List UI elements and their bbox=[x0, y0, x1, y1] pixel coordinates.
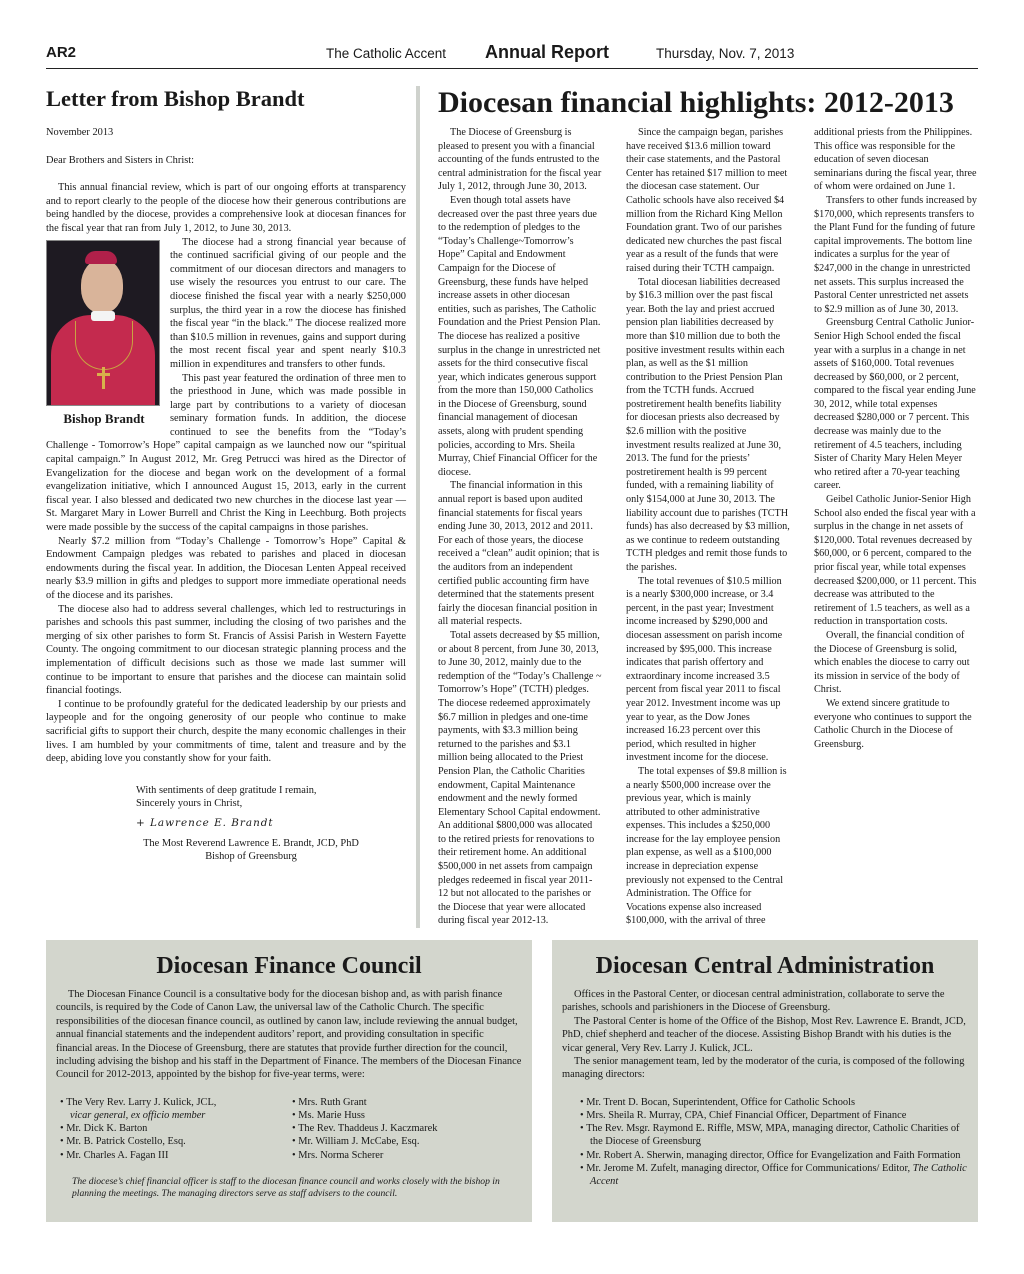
publication-name: The Catholic Accent bbox=[326, 46, 447, 61]
letter-paragraph: Nearly $7.2 million from “Today’s Challenge - Tomorrow’s Hope” Capital & Endowment Campaign pledges was rebated to parishes and placed in diocesan endowments during the fiscal year. In addition, the Diocesan Lenten Appeal received nearly $3.9 million in gifts and pledges to support more immediate operational needs of the diocese and its parishes. bbox=[46, 535, 406, 601]
council-member: • Mrs. Norma Scherer bbox=[292, 1149, 437, 1162]
financial-paragraph: Greensburg Central Catholic Junior-Senior High School ended the fiscal year with a surplus in a change in net assets of $160,000. Total revenues decreased by $60,000, or 2 percent, compared to the fiscal year ending June 30, 2012, while total expenses decreased $280,000 or 7 percent. This decrease was mainly due to the retirement of 4.5 teachers, including Sister of Charity Mary Helen Meyer who retired after a 70-year teaching career. bbox=[814, 317, 976, 492]
letter-salutation: Dear Brothers and Sisters in Christ: bbox=[46, 154, 195, 166]
financial-columns bbox=[438, 126, 978, 932]
signature: + Lawrence E. Brandt bbox=[136, 816, 274, 829]
photo-caption: Bishop Brandt bbox=[63, 410, 145, 426]
letter-date: November 2013 bbox=[46, 127, 114, 138]
finance-council-title: Diocesan Finance Council bbox=[156, 953, 422, 979]
financial-paragraph: Overall, the financial condition of the Diocese of Greensburg is solid, which enables the diocese to carry out its mission in service of the body of Christ. bbox=[814, 629, 970, 696]
financial-paragraph: Transfers to other funds increased by $170,000, which represents transfers to the Plant Fund for the funding of future capital improvements. The bottom line indicates a surplus for the year of $247,000 in the change in unrestricted net assets. This surplus increased the Pastoral Center unrestricted net assets to $2.9 million as of June 30, 2013. bbox=[814, 194, 977, 315]
council-member-role: vicar general, bbox=[70, 1110, 129, 1122]
publication-name-italic: The Catholic Accent bbox=[590, 1162, 967, 1188]
director-item: • The Rev. Msgr. Raymond E. Riffle, MSW, MPA, managing director, Catholic Charities of the Diocese of Greensburg bbox=[580, 1122, 968, 1148]
letter-paragraph: This annual financial review, which is part of our ongoing efforts at transparency and to report clearly to the people of the diocese how their generous contributions are being handled by the diocese, provides a comprehensive look at diocesan finances for the fiscal year that ran from July 1, 2012, to June 30, 2013. bbox=[46, 182, 406, 234]
council-member: • Mr. Dick K. Barton bbox=[60, 1122, 292, 1135]
central-admin-box bbox=[552, 940, 978, 1222]
signer-name: The Most Reverend Lawrence E. Brandt, JCD, PhD bbox=[143, 837, 359, 849]
letter-paragraph: The diocese had a strong financial year because of the continued sacrificial giving of our people and the commitment of our diocesan directors and managers to use wisely the resources you entrust to our care. The diocese finished the fiscal year with a nearly $250,000 surplus, the third year in a row the diocese has finished the fiscal year “in the black.” The diocese realized more than $10.5 million in revenues, gains and support during the most recent fiscal year and spent nearly $10.3 million in expenditures and transfers to other funds. bbox=[170, 236, 406, 370]
financial-paragraph: The financial information in this annual report is based upon audited financial statements for fiscal years ending June 30, 2013, 2012 and 2011. For each of those years, the diocese received a “clean” audit opinion; that is the auditors from an independent certified public accounting firm have determined that the statements present fairly the diocesan financial position in all material respects. bbox=[438, 480, 600, 628]
director-item: • Mr. Trent D. Bocan, Superintendent, Office for Catholic Schools bbox=[580, 1096, 968, 1109]
central-admin-paragraph: Offices in the Pastoral Center, or diocesan central administration, collaborate to serve the parishes, schools and parishioners in the Diocese of Greensburg. bbox=[562, 989, 945, 1014]
column-divider bbox=[416, 86, 420, 928]
letter-paragraph: I continue to be profoundly grateful for the dedicated leadership by our priests and laypeople and for the ongoing generosity of our people who continue to make sacrificial gifts to support their church, despite the many economic challenges in their lives. I am humbled by your commitments of time, talent and treasure and by the deep, abiding love you constantly show for your faith. bbox=[46, 698, 406, 765]
closing-line: With sentiments of deep gratitude I remain, bbox=[136, 784, 317, 796]
letter-paragraph: This past year featured the ordination of three men to the priesthood in June, which was made possible in large part by contributions to a variety of diocesan seminary formation funds. In addition, the diocese continued to see the benefits from the “Today’s Challenge - Tomorrow’s Hope” capital campaign as we launched now our “spiritual capital campaign.” In August 2012, Mr. Greg Petrucci was hired as the Director of Evangelization for the diocese and began work on the development of a formal evangelization initiative, which I announced August 15, 2013, early in the current fiscal year. I also blessed and dedicated two new churches in the diocese last year — St. Margaret Mary in Lower Burrell and Christ the King in Leechburg. Both projects were made possible by the success of the capital campaigns in those parishes. bbox=[46, 372, 406, 534]
director-item: • Mr. Jerome M. Zufelt, managing director, Office for Communications/ Editor, The Catholic Accent bbox=[580, 1162, 968, 1188]
director-item: • Mr. Robert A. Sherwin, managing director, Office for Evangelization and Faith Formation bbox=[580, 1149, 968, 1162]
closing-line: Sincerely yours in Christ, bbox=[136, 798, 243, 810]
financial-title: Diocesan financial highlights: 2012-2013 bbox=[438, 86, 954, 119]
financial-paragraph: The total expenses of $9.8 million is a nearly $500,000 increase over the previous year, which is mainly attributed to other administrative expenses. This includes a $250,000 increase for the lay employee pension plan expense, as well as a $100,000 increase in depreciation expense previously not expensed to the Central Administration. The Office for Vocations expense also increased $100,000, with the arrival of three additional priests from the Philippines. This office was responsible for the education of seven diocesan seminarians during the fiscal year, three of whom were ordained on June 1. bbox=[626, 127, 977, 927]
finance-council-body: The Diocesan Finance Council is a consultative body for the diocesan bishop and, as with parish finance councils, is required by the Code of Canon Law, the universal law of the Catholic Church. The specific responsibilities of the diocesan finance council, as outlined by canon law, include reviewing the annual budget, annual financial statements and the independent auditors’ report, and providing consultation in specific financial areas. In the Diocese of Greensburg, there are statutes that provide further direction for the council, including advising the bishop and his staff in the Department of Finance. The members of the Diocesan Finance Council for 2012-2013, appointed by the bishop for five-year terms, were: bbox=[56, 989, 522, 1081]
bishop-photo bbox=[46, 240, 160, 406]
council-member: • Mrs. Ruth Grant bbox=[292, 1096, 437, 1109]
page-number: AR2 bbox=[46, 44, 77, 61]
director-item: • Mrs. Sheila R. Murray, CPA, Chief Financial Officer, Department of Finance bbox=[580, 1109, 968, 1122]
directors-list bbox=[562, 1096, 968, 1188]
financial-paragraph: Total assets decreased by $5 million, or about 8 percent, from June 30, 2013, to June 30, 2012, mainly due to the redemption of the “Today’s Challenge ~ Tomorrow’s Hope” (TCTH) pledges. The diocese redeemed approximately $6.7 million in pledges and one-time payments, with $3.3 million being returned to the parishes and $3.1 million being allocated to the Priest Pension Plan, the Catholic Charities endowment, Capital Maintenance endowment and the newly formed Elementary School Capital endowment. An additional $800,000 was allocated to the retired priests for renovations to their retirement home. An additional $500,000 in net assets from campaign pledges redeemed in fiscal year 2011-12 but not allocated to the parishes or the Diocese that year were allocated during fiscal year 2012-13. bbox=[438, 629, 602, 927]
financial-paragraph: Total diocesan liabilities decreased by $16.3 million over the past fiscal year. Both the lay and priest accrued pension plan liabilities decreased by more than $10 million due to both the positive investment results within each plan, as well as the $1 million contribution to the Priest Pension Plan from the TCTH funds. Accrued postretirement health benefits liability for diocesan priests also decreased by $2.6 million with the positive investment results realized at June 30, 2013. The fund for the priests’ postretirement health is 99 percent funded, with a remaining liability of only $154,000 at June 30, 2013. The liability account due to parishes (TCTH funds) has also decreased by $3 million, as we continue to redeem outstanding TCTH pledges and remit those funds to the parishes. bbox=[626, 276, 790, 573]
section-title: Annual Report bbox=[485, 42, 609, 62]
finance-council-box bbox=[46, 940, 532, 1222]
council-member: • The Very Rev. Larry J. Kulick, JCL, vicar general, ex officio member bbox=[60, 1096, 292, 1122]
financial-paragraph: Since the campaign began, parishes have received $13.6 million toward their case statements, and the Pastoral Center has retained $17 million to meet the diocesan case statement. Our Catholic schools have also received $4 million from the Richard King Mellon Foundation grant. Two of our parishes dedicated new churches the past fiscal year as a result of the funds that were raised during their TCTH campaign. bbox=[626, 127, 788, 274]
council-member: • Mr. William J. McCabe, Esq. bbox=[292, 1135, 437, 1148]
central-admin-title: Diocesan Central Administration bbox=[595, 953, 935, 979]
financial-paragraph: The Diocese of Greensburg is pleased to present you with a financial accounting of the funds entrusted to the central administration for the fiscal year July 1, 2012, through June 30, 2013. bbox=[438, 127, 602, 193]
letter-paragraph: The diocese also had to address several challenges, which led to restructurings in parishes and schools this past summer, including the closing of two parishes and the merging of six other parishes to form St. Francis of Assisi Parish in Western Fayette County. The ongoing commitment to our diocesan strategic planning process and the implementation of difficult decisions such as those we made last summer will continue to be important to ensure that parishes and the diocese can maintain solid financial footings. bbox=[46, 603, 406, 697]
pectoral-cross-icon bbox=[97, 367, 109, 389]
council-member: • Mr. B. Patrick Costello, Esq. bbox=[60, 1135, 292, 1148]
council-note: The diocese’s chief financial officer is staff to the diocesan finance council and works closely with the bishop in planning the meetings. The managing directors serve as staff advisers to the council. bbox=[72, 1175, 500, 1200]
issue-date: Thursday, Nov. 7, 2013 bbox=[656, 46, 795, 61]
bishop-photo-block bbox=[46, 240, 162, 426]
council-member: • The Rev. Thaddeus J. Kaczmarek bbox=[292, 1122, 437, 1135]
financial-paragraph: The total revenues of $10.5 million is a nearly $300,000 increase, or 3.4 percent, in the past year; Investment income increased by $290,000 and diocesan assessment on parish income increased by $95,000. This increase indicates that parish offertory and extraordinary income increased 3.5 percent from fiscal year 2011 to fiscal year 2012. Investment income was up year to year, as the Dow Jones increased 16.23 percent over this period, which resulted in higher investment income for the diocese. bbox=[626, 575, 783, 764]
letter-title: Letter from Bishop Brandt bbox=[46, 86, 305, 111]
financial-paragraph: We extend sincere gratitude to everyone who continues to support the Catholic Church in the Diocese of Greensburg. bbox=[814, 697, 972, 750]
financial-paragraph: Geibel Catholic Junior-Senior High School also ended the fiscal year with a surplus in the change in net assets of $120,000. Total revenues decreased by $60,000, or 6 percent, compared to the prior fiscal year, while total expenses decreased $200,000, or 11 percent. This decrease was attributed to the retirement of 1.5 teachers, as well as a reduction in transportation costs. bbox=[814, 494, 977, 628]
bishop-letter bbox=[46, 86, 406, 864]
council-member: • Ms. Marie Huss bbox=[292, 1109, 437, 1122]
financial-highlights bbox=[438, 86, 978, 927]
signer-role: Bishop of Greensburg bbox=[205, 851, 297, 863]
letter-closing bbox=[46, 784, 406, 864]
central-admin-paragraph: The Pastoral Center is home of the Office of the Bishop, Most Rev. Lawrence E. Brandt, JCD, PhD, chief shepherd and teacher of the diocese. Assisting Bishop Brandt with his duties is the vicar general, Very Rev. Larry J. Kulick, JCL. bbox=[562, 1015, 966, 1054]
central-admin-paragraph: The senior management team, led by the moderator of the curia, is composed of the following managing directors: bbox=[562, 1056, 965, 1081]
financial-paragraph: Even though total assets have decreased over the past three years due to the redemption of pledges to the “Today’s Challenge~Tomorrow’s Hope” Capital and Endowment Campaign for the Diocese of Greensburg, these funds have helped increase assets in other diocesan entities, such as parishes, The Catholic Foundation and the Priest Pension Plan. The diocese has realized a positive surplus in the change in unrestricted net assets for the third consecutive fiscal year, which indicates generous support from the more than 150,000 Catholics in the Diocese of Greensburg, sound financial management of diocesan assets, along with prudent spending policies, according to Mrs. Sheila Murray, Chief Financial Officer for the diocese. bbox=[438, 194, 601, 478]
council-member-role: ex officio member bbox=[130, 1110, 206, 1122]
council-member: • Mr. Charles A. Fagan III bbox=[60, 1149, 292, 1162]
council-members bbox=[56, 1096, 522, 1162]
page-header bbox=[46, 42, 978, 69]
